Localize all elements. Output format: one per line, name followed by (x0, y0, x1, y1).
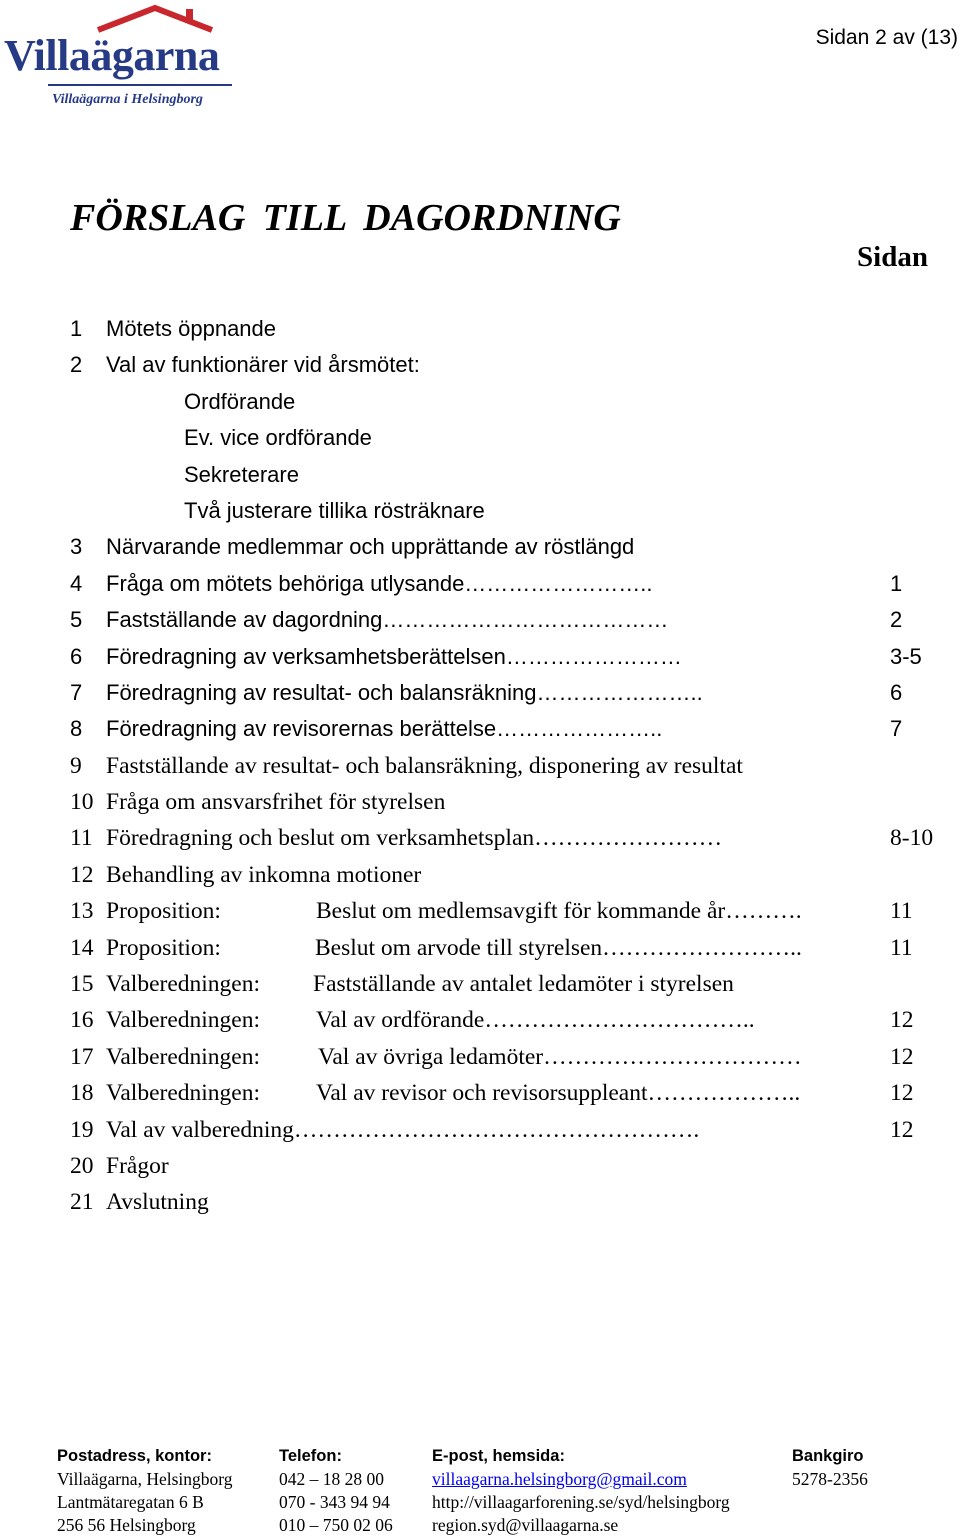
item-page: 11 (890, 898, 913, 925)
item-text: Val av funktionärer vid årsmötet: (106, 352, 420, 378)
agenda-item (0, 1075, 960, 1111)
item-page: 11 (890, 934, 913, 961)
item-text: Föredragning och beslut om verksamhetsplan…………………… (106, 825, 723, 852)
agenda-item (0, 1184, 960, 1220)
agenda-item (0, 820, 960, 856)
item-page: 7 (890, 716, 903, 742)
agenda-subitem (0, 493, 960, 529)
item-subtext: Beslut om medlemsavgift för kommande år………. (316, 898, 802, 925)
agenda-subitem (0, 457, 960, 493)
agenda-list (0, 311, 960, 1221)
item-number: 16 (70, 1007, 94, 1034)
item-text: Valberedningen: (106, 971, 261, 998)
item-text: Fastställande av dagordning………………………………… (106, 607, 669, 633)
item-number: 8 (70, 716, 83, 742)
email-link[interactable]: villaagarna.helsingborg@gmail.com (432, 1469, 687, 1489)
agenda-item (0, 566, 960, 602)
item-text: Valberedningen: (106, 1007, 261, 1034)
footer-phone (279, 1445, 393, 1537)
item-number: 2 (70, 352, 83, 378)
item-page: 6 (890, 679, 903, 705)
document-title: FÖRSLAG TILL DAGORDNING (70, 197, 621, 239)
item-text: Mötets öppnande (106, 316, 277, 341)
item-number: 10 (70, 789, 94, 816)
item-subtext: Val av övriga ledamöter…………………………… (318, 1043, 802, 1070)
agenda-item (0, 966, 960, 1002)
footer-phone-line: 042 – 18 28 00 (279, 1469, 384, 1489)
footer-phone-line: 010 – 750 02 06 (279, 1515, 393, 1535)
item-number: 1 (70, 316, 83, 341)
agenda-item (0, 529, 960, 565)
item-text: Föredragning av verksamhetsberättelsen…………………… (106, 643, 682, 669)
item-text: Avslutning (106, 1189, 209, 1216)
item-subtext: Fastställande av antalet ledamöter i styrelsen (313, 971, 734, 998)
item-number: 5 (70, 607, 83, 633)
item-text: Val av valberedning……………………………………………. (106, 1116, 700, 1143)
item-subtext: Val av ordförande…………………………….. (316, 1007, 755, 1034)
item-text: Valberedningen: (106, 1043, 261, 1070)
agenda-item (0, 1112, 960, 1148)
item-number: 4 (70, 570, 83, 596)
item-page: 12 (890, 1043, 914, 1070)
footer-web (432, 1445, 730, 1537)
item-text: Fråga om mötets behöriga utlysande…………………….. (106, 570, 653, 596)
item-text: Proposition: (106, 934, 221, 961)
page-column-label: Sidan (857, 241, 928, 273)
agenda-item (0, 639, 960, 675)
footer-bank-line: 5278-2356 (792, 1469, 868, 1489)
item-page: 3-5 (890, 643, 922, 669)
logo-subtitle: Villaägarna i Helsingborg (52, 92, 203, 107)
item-text: Föredragning av revisorernas berättelse………………….. (106, 716, 663, 742)
item-text: Ordförande (184, 388, 296, 414)
agenda-item (0, 311, 960, 347)
item-text: Fråga om ansvarsfrihet för styrelsen (106, 789, 446, 816)
item-text: Två justerare tillika rösträknare (184, 497, 485, 523)
item-subtext: Val av revisor och revisorsuppleant……………….. (316, 1080, 801, 1107)
agenda-item (0, 1002, 960, 1038)
footer-web-heading: E-post, hemsida: (432, 1447, 565, 1465)
agenda-item (0, 857, 960, 893)
item-number: 13 (70, 898, 94, 925)
villaagarna-logo (0, 0, 240, 112)
footer-address-line: 256 56 Helsingborg (57, 1515, 196, 1535)
agenda-item (0, 675, 960, 711)
website-text: http://villaagarforening.se/syd/helsingborg (432, 1492, 730, 1512)
agenda-item (0, 1148, 960, 1184)
item-text: Ev. vice ordförande (184, 425, 372, 451)
footer-address (57, 1445, 233, 1537)
item-page: 8-10 (890, 825, 934, 852)
agenda-item (0, 711, 960, 747)
item-number: 9 (70, 752, 82, 779)
footer-address-line: Villaägarna, Helsingborg (57, 1469, 233, 1489)
item-number: 3 (70, 534, 83, 560)
footer-bank-heading: Bankgiro (792, 1447, 864, 1465)
agenda-subitem (0, 420, 960, 456)
item-number: 20 (70, 1152, 94, 1179)
footer-phone-line: 070 - 343 94 94 (279, 1492, 390, 1512)
agenda-item (0, 1039, 960, 1075)
item-page: 12 (890, 1080, 914, 1107)
item-number: 15 (70, 971, 94, 998)
page-number: Sidan 2 av (13) (815, 26, 958, 49)
region-email-text: region.syd@villaagarna.se (432, 1515, 619, 1535)
item-text: Föredragning av resultat- och balansräkning………………….. (106, 679, 703, 705)
item-text: Fastställande av resultat- och balansräkning, disponering av resultat (106, 752, 743, 779)
item-number: 11 (70, 825, 93, 852)
agenda-item (0, 347, 960, 383)
logo-name: Villaägarna (4, 31, 220, 80)
footer-phone-heading: Telefon: (279, 1447, 342, 1465)
item-text: Behandling av inkomna motioner (106, 861, 422, 888)
item-text: Sekreterare (184, 461, 299, 487)
item-text: Valberedningen: (106, 1080, 261, 1107)
item-number: 14 (70, 934, 94, 961)
agenda-item (0, 893, 960, 929)
item-number: 7 (70, 679, 83, 705)
item-text: Proposition: (106, 898, 221, 925)
item-page: 12 (890, 1007, 914, 1034)
agenda-item (0, 930, 960, 966)
item-page: 12 (890, 1116, 914, 1143)
item-number: 17 (70, 1043, 94, 1070)
item-number: 6 (70, 643, 83, 669)
item-page: 1 (890, 570, 903, 596)
item-number: 19 (70, 1116, 94, 1143)
item-text: Frågor (106, 1152, 169, 1179)
agenda-item (0, 602, 960, 638)
agenda-item (0, 748, 960, 784)
footer-address-heading: Postadress, kontor: (57, 1447, 212, 1465)
item-subtext: Beslut om arvode till styrelsen…………………….. (315, 934, 802, 961)
item-number: 18 (70, 1080, 94, 1107)
agenda-subitem (0, 384, 960, 420)
item-text: Närvarande medlemmar och upprättande av röstlängd (106, 534, 635, 560)
item-number: 12 (70, 861, 94, 888)
footer-address-line: Lantmätaregatan 6 B (57, 1492, 204, 1512)
item-page: 2 (890, 607, 903, 633)
footer-bank (792, 1445, 868, 1491)
item-number: 21 (70, 1189, 94, 1216)
agenda-item (0, 784, 960, 820)
